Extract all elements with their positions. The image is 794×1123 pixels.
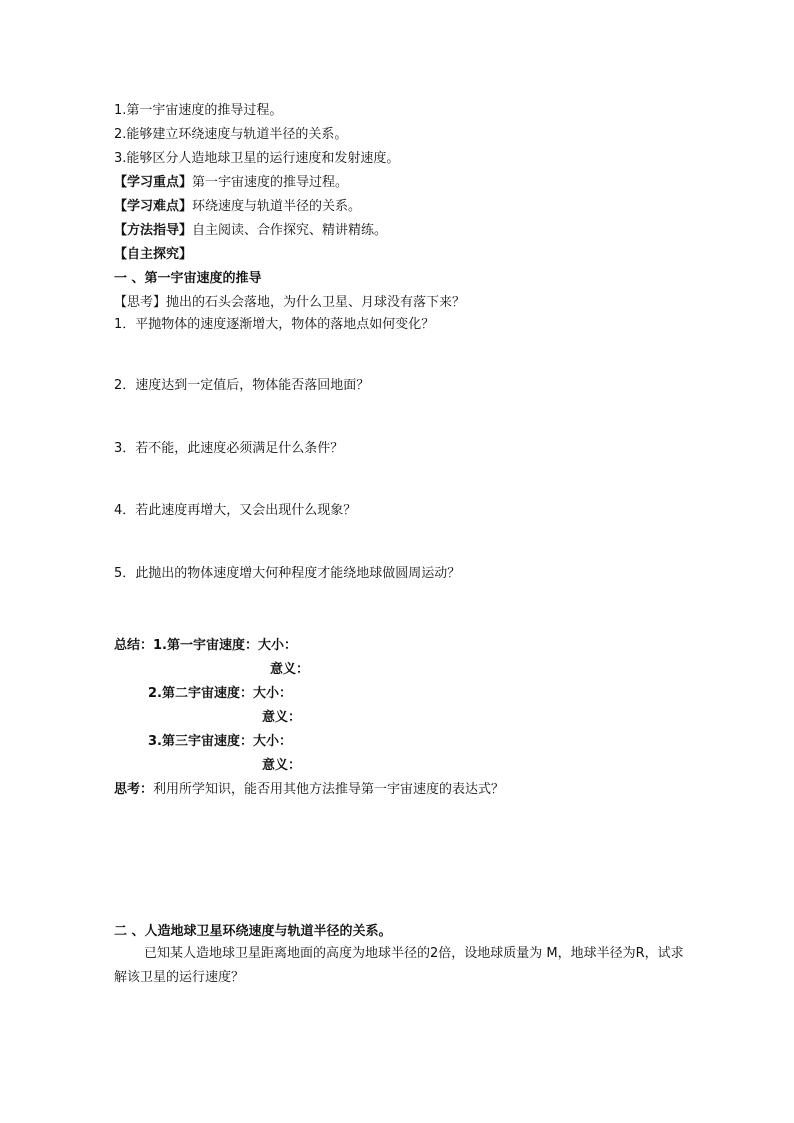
- objective-1: 1.第一宇宙速度的推导过程。: [114, 103, 283, 118]
- question-5: 5．此抛出的物体速度增大何种程度才能绕地球做圆周运动？: [114, 566, 461, 581]
- section1-heading: 一 、第一宇宙速度的推导: [114, 271, 262, 286]
- think2-line: [114, 782, 504, 798]
- question-4: 4．若此速度再增大，又会出现什么现象？: [114, 503, 357, 518]
- summary-meaning-2: 意义：: [262, 710, 302, 725]
- think2-text: 利用所学知识，能否用其他方法推导第一宇宙速度的表达式？: [153, 782, 505, 797]
- think-text: 抛出的石头会落地，为什么卫星、月球没有落下来？: [166, 295, 466, 310]
- think-label: 【思考】: [114, 295, 167, 310]
- method-line: [114, 223, 387, 239]
- think2-label: 思考：: [114, 782, 154, 797]
- difficulty-label: 【学习难点】: [114, 199, 193, 214]
- question-1: 1．平抛物体的速度逐渐增大，物体的落地点如何变化？: [114, 317, 435, 332]
- objective-2: 2.能够建立环绕速度与轨道半径的关系。: [114, 127, 348, 142]
- question-3: 3．若不能，此速度必须满足什么条件？: [114, 441, 344, 456]
- focus-line: [114, 175, 348, 191]
- section2-heading: 二 、人造地球卫星环绕速度与轨道半径的关系。: [114, 924, 392, 939]
- summary-third: 3.第三宇宙速度：大小：: [148, 734, 292, 749]
- section2-problem: 已知某人造地球卫星距离地面的高度为地球半径的2倍，设地球质量为 M，地球半径为R，试求解该卫星的运行速度？: [114, 946, 684, 985]
- focus-text: 第一宇宙速度的推导过程。: [192, 175, 349, 190]
- focus-label: 【学习重点】: [114, 175, 193, 190]
- summary-lead: 总结：1.第一宇宙速度：大小：: [114, 638, 297, 653]
- method-label: 【方法指导】: [114, 223, 193, 238]
- summary-meaning-1: 意义：: [270, 662, 310, 677]
- question-2: 2．速度达到一定值后，物体能否落回地面？: [114, 378, 370, 393]
- summary-meaning-3: 意义：: [262, 758, 302, 773]
- summary-second: 2.第二宇宙速度：大小：: [148, 686, 292, 701]
- method-text: 自主阅读、合作探究、精讲精练。: [192, 223, 388, 238]
- explore-heading: 【自主探究】: [114, 247, 193, 262]
- difficulty-text: 环绕速度与轨道半径的关系。: [192, 199, 362, 214]
- think-line: [114, 295, 465, 311]
- objective-3: 3.能够区分人造地球卫星的运行速度和发射速度。: [114, 151, 400, 166]
- difficulty-line: [114, 199, 361, 215]
